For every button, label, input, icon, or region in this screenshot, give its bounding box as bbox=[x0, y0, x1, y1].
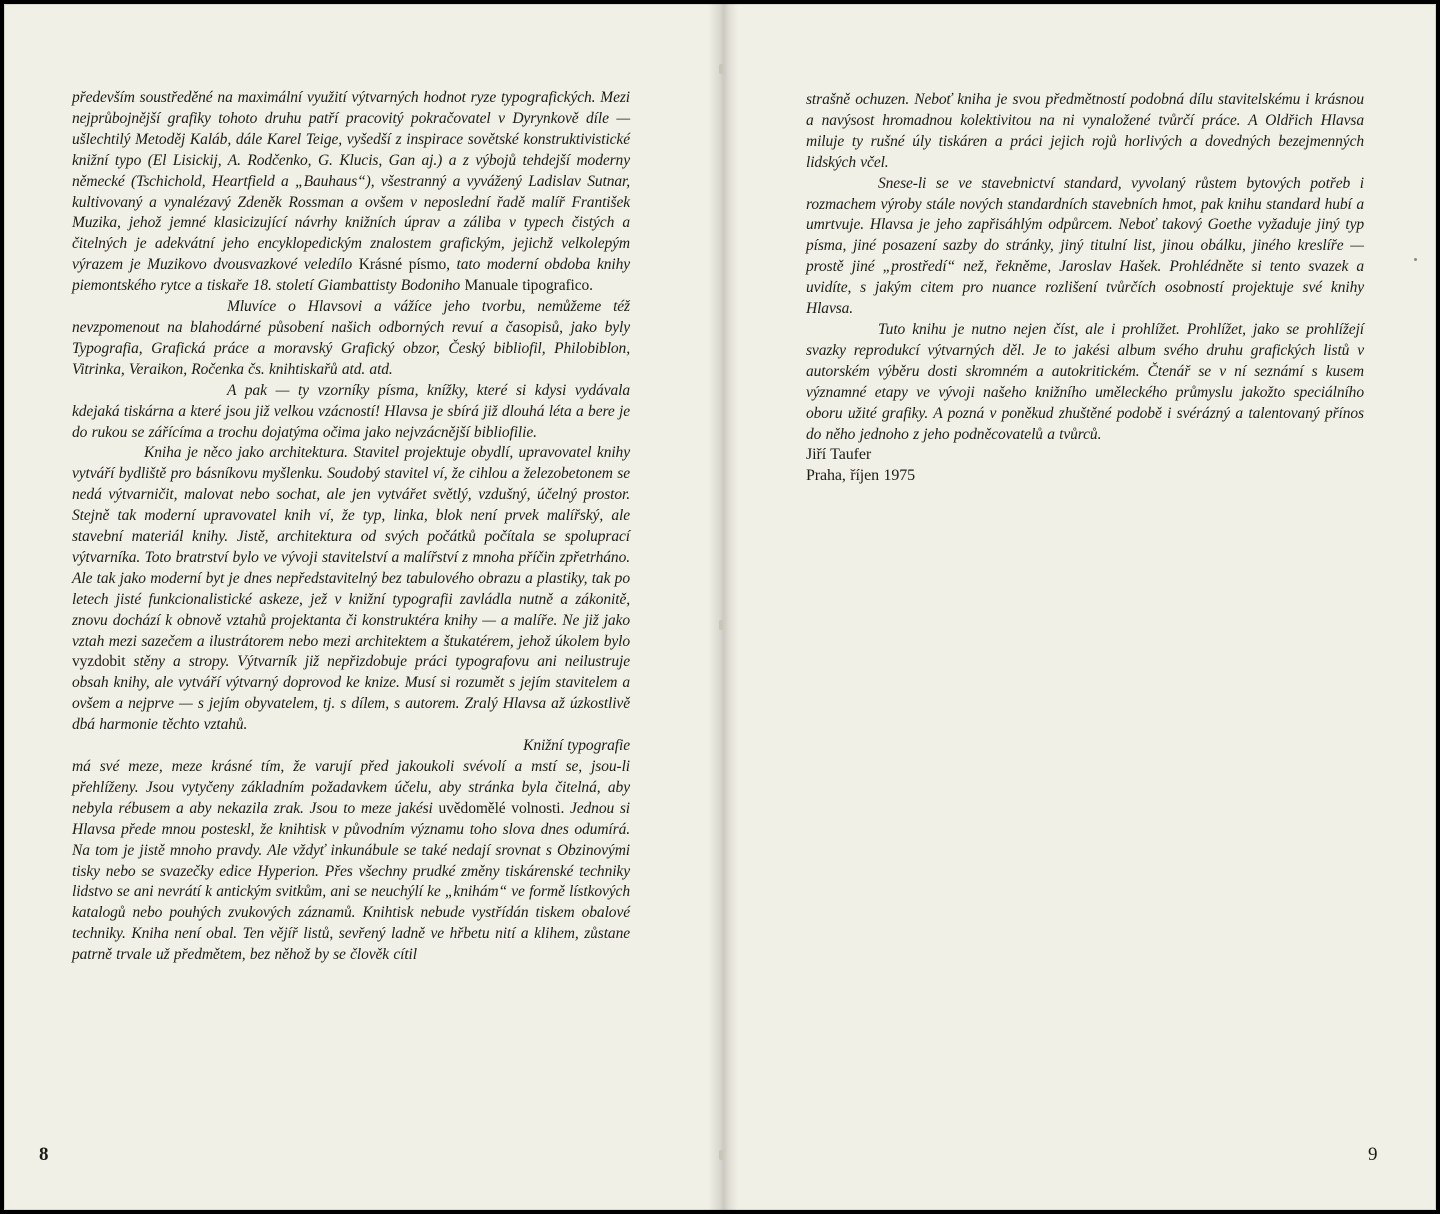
text-segment: Manuale tipografico. bbox=[464, 277, 593, 295]
text-segment: má své meze, meze krásné tím, že varují před jakoukoli svévolí a mstí se, jsou-li přehlíženy. Jsou vytyčeny základním požadavkem účelu, aby stránka byla čitelná, aby nebyla rébusem a aby nekazila zrak. Jsou to meze jakési bbox=[72, 758, 630, 817]
paper-speck bbox=[1414, 258, 1417, 261]
text-segment: Tuto knihu je nutno nejen číst, ale i prohlížet. Prohlížet, jako se prohlížejí svazky reprodukcí výtvarných děl. Je to jakési album svého druhu grafických listů v autorském výběru dosti skromném a autokritickém. Čtenář se v ní seznámí s kusem významné etapy ve vývoji našeho knižního uměleckého průmyslu jakožto speciálního oboru užité grafiky. A pozná v poněkud zhuštěné podobě i svérázný a talentovaný přínos do něho jednoho z jeho podněcovatelů a tvůrců. bbox=[806, 320, 1364, 443]
paragraph bbox=[72, 736, 630, 757]
paragraph bbox=[72, 757, 630, 966]
text-segment: strašně ochuzen. Neboť kniha je svou předmětností podobná dílu stavitelskému i krásnou a navýsost hromadnou kolektivitou na ni vynaložené tvůrčí práce. A Oldřich Hlavsa miluje ty rušné úly tiskáren a práci jejich rojů horlivých a dovedných bezejmenných lidských včel. bbox=[806, 91, 1364, 171]
text-segment: Krásné písmo bbox=[358, 256, 447, 274]
text-segment: vyzdobit bbox=[72, 653, 126, 671]
text-segment: Jednou si Hlavsa přede mnou posteskl, že knihtisk v původním významu toho slova dnes odumírá. Na tom je jistě mnoho pravdy. Ale vždyť inkunábule se také nedají srovnat s Obzinovými tisky nebo se svazečky edice Hyperion. Přes všechny prudké změny tiskárenské techniky lidstvo se ani nevrátí k antickým svitkům, ani se neuchýlí ke „knihám“ ve formě lístkových katalogů nebo pouhých zvukových záznamů. Knihtisk nebude vystřídán tiskem obalové techniky. Kniha není obal. Ten vějíř listů, sevřený ladně ve hřbetu nití a klihem, zůstane patrně trvale už předmětem, bez něhož by se člověk cítil bbox=[72, 799, 630, 964]
paragraph bbox=[806, 320, 1364, 445]
text-segment: Knižní typografie bbox=[523, 737, 630, 755]
text-segment: , tato moderní obdoba knihy piemontského rytce a tiskaře 18. století Giambattisty Bodoniho bbox=[72, 256, 631, 295]
author-signature: Jiří Taufer bbox=[806, 446, 872, 464]
paragraph bbox=[72, 381, 630, 444]
right-page-text bbox=[806, 90, 1364, 487]
left-page-number: 8 bbox=[39, 1144, 49, 1165]
text-segment: Kniha je něco jako architektura. Stavitel projektuje obydlí, upravovatel knihy vytváří bydliště pro básníkovu myšlenku. Soudobý stavitel ví, že cihlou a železobetonem se nedá výtvarničit, malovat nebo sochat, ale jen vytvářet světlý, vzdušný, účelný prostor. Stejně tak moderní upravovatel knih ví, že typ, linka, blok není prvek malířský, ale stavební materiál knihy. Jistě, architektura od svých počátků počítala se spoluprací výtvarníka. Toto bratrství bylo ve vývoji stavitelství a malířství z mnoha příčin zpřetrháno. Ale tak jako moderní byt je dnes nepředstavitelný bez tabulového obrazu a plastiky, tak po letech jisté funkcionalistické askeze, jež v knižní typografii zavládla nutně a zákonitě, znovu dochází k obnově vztahů projektanta či konstruktéra knihy — a malíře. Ne již jako vztah mezi sazečem a ilustrátorem nebo mezi architektem a štukatérem, jehož úkolem bylo bbox=[72, 444, 630, 650]
text-segment: především soustředěné na maximální využití výtvarných hodnot ryze typografických. Mezi nejprůbojnější grafiky tohoto druhu patří pracovitý pokračovatel v Dyrynkově díle — ušlechtilý Metoděj Kaláb, dále Karel Teige, vyšedší z inspirace sovětské konstruktivistické knižní typo (El Lisickij, A. Rodčenko, G. Klucis, Gan aj.) a z výbojů tehdejší moderny německé (Tschichold, Heartfield a „Bauhaus“), všestranný a vyvážený Ladislav Sutnar, kultivovaný a vynalézavý Zdeněk Rossman a ovšem v neposlední řadě malíř František Muzika, jehož jemné klasicizující návrhy knižních úprav a záliba v typech čistých a čitelných je adekvátní jeho encyklopedickým znalostem grafickým, jejichž velkolepým výrazem je Muzikovo dvousvazkové veledílo bbox=[72, 89, 630, 274]
book-spread bbox=[4, 4, 1436, 1210]
right-page-paragraphs bbox=[806, 90, 1364, 445]
paragraph bbox=[72, 297, 630, 381]
paragraph bbox=[72, 443, 630, 736]
paragraph bbox=[72, 88, 630, 297]
paragraph bbox=[806, 174, 1364, 320]
book-gutter bbox=[708, 4, 738, 1210]
binding-stitch bbox=[719, 620, 723, 630]
paragraph bbox=[806, 90, 1364, 174]
text-segment: Snese-li se ve stavebnictví standard, vyvolaný růstem bytových potřeb i rozmachem výroby stále nových standardních stavebních hmot, pak knihu standard hubí a umrtvuje. Hlavsa je jeho zapřisáhlým odpůrcem. Neboť takový Goethe vyžaduje jiný typ písma, jiné posazení sazby do stránky, jiný titulní list, jinou obálku, jiného kreslíře — prostě jiné „prostředí“ než, řekněme, Jaroslav Hašek. Prohlédněte si tento svazek a uvidíte, s jakým citem pro nuance rozlišení tvůrčích osobností projektuje své knihy Hlavsa. bbox=[806, 174, 1364, 318]
text-segment: uvědomělé bbox=[438, 799, 506, 817]
text-segment: stěny a stropy. Výtvarník již nepřizdobuje práci typografovu ani neilustruje obsah knihy, ale vytváří výtvarný doprovod ke knize. Musí si rozumět s jejím stavitelem a ovšem a nejprve — s jejím obyvatelem, tj. s dílem, s autorem. Zralý Hlavsa až úzkostlivě dbá harmonie těchto vztahů. bbox=[72, 653, 630, 734]
binding-stitch bbox=[719, 1150, 723, 1160]
left-page-text bbox=[72, 88, 630, 966]
text-segment: Mluvíce o Hlavsovi a vážíce jeho tvorbu, nemůžeme též nevzpomenout na blahodárné působení našich odborných revuí a časopisů, jako byly Typografia, Grafická práce a moravský Grafický obzor, Český bibliofil, Philobiblon, Vitrinka, Veraikon, Ročenka čs. knihtiskařů atd. atd. bbox=[72, 298, 630, 378]
text-segment: A pak — ty vzorníky písma, knížky, které si kdysi vydávala kdejaká tiskárna a které jsou již velkou vzácností! Hlavsa je sbírá již dlouhá léta a bere je do rukou se zářícíma a trochu dojatýma očima jako nejvzácnější bibliofilie. bbox=[72, 381, 630, 441]
text-segment: volnosti. bbox=[505, 799, 565, 817]
place-and-date: Praha, říjen 1975 bbox=[806, 467, 916, 485]
right-page-number: 9 bbox=[1368, 1144, 1378, 1165]
binding-stitch bbox=[719, 64, 723, 74]
